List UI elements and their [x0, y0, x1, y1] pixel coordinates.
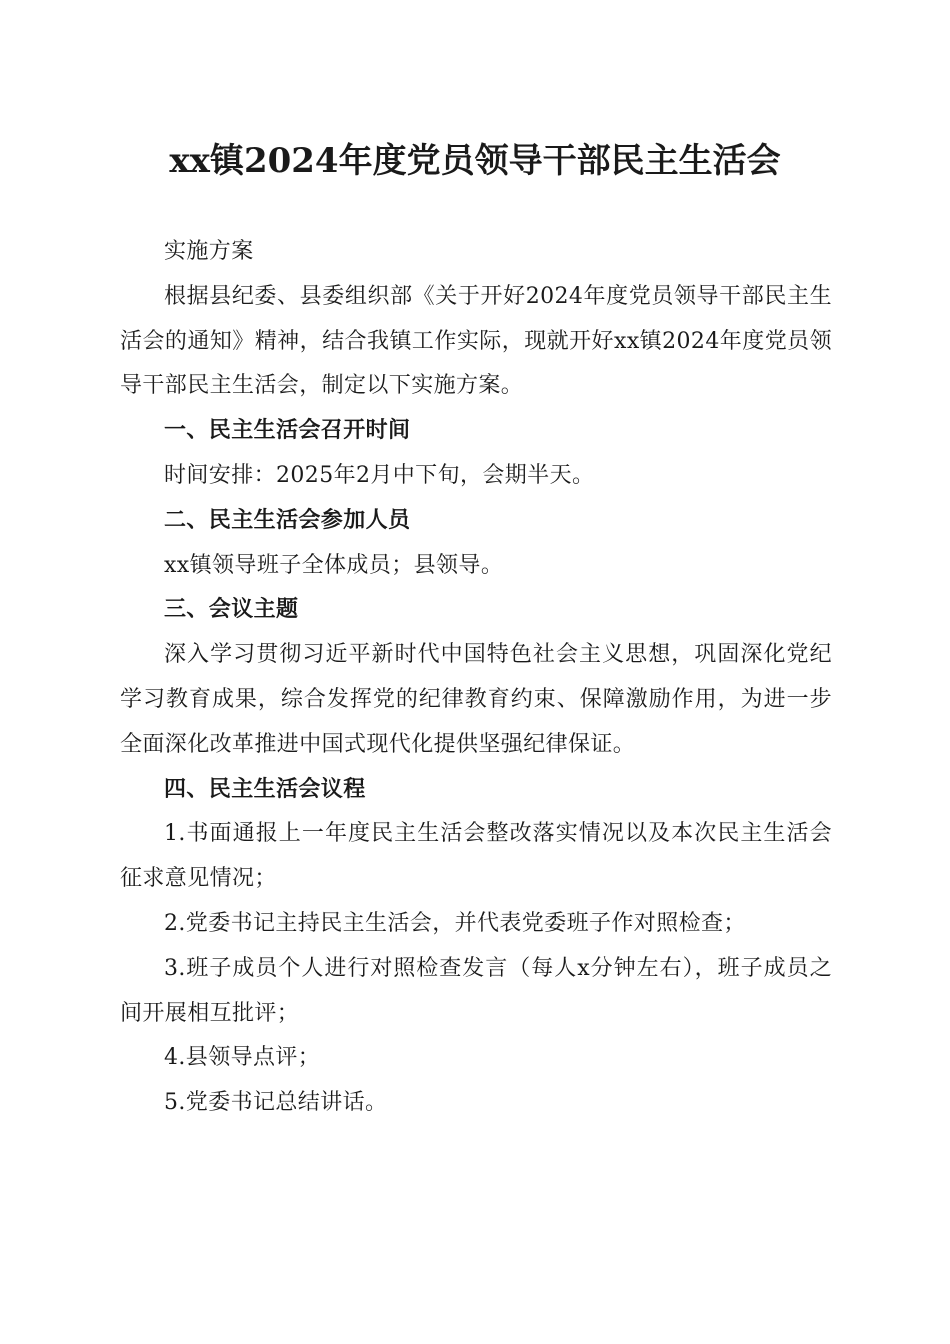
intro-paragraph: 根据县纪委、县委组织部《关于开好2024年度党员领导干部民主生活会的通知》精神，结合我镇工作实际，现就开好xx镇2024年度党员领导干部民主生活会，制定以下实施方案。: [120, 283, 832, 399]
agenda-item-5: 5.党委书记总结讲话。: [164, 1090, 388, 1116]
agenda-item-1: 1.书面通报上一年度民主生活会整改落实情况以及本次民主生活会征求意见情况；: [120, 821, 832, 892]
section-heading-agenda: 四、民主生活会议程: [164, 776, 366, 802]
agenda-item-4: 4.县领导点评；: [164, 1045, 321, 1071]
section-theme-text: 深入学习贯彻习近平新时代中国特色社会主义思想，巩固深化党纪学习教育成果，综合发挥党的纪律教育约束、保障激励作用，为进一步全面深化改革推进中国式现代化提供坚强纪律保证。: [120, 642, 832, 757]
section-time-text: 时间安排：2025年2月中下旬，会期半天。: [164, 462, 595, 488]
subtitle: 实施方案: [164, 239, 254, 264]
agenda-item-3: 3.班子成员个人进行对照检查发言（每人x分钟左右），班子成员之间开展相互批评；: [120, 955, 832, 1026]
section-heading-time: 一、民主生活会召开时间: [164, 418, 411, 444]
section-heading-theme: 三、会议主题: [164, 597, 299, 623]
document-title: xx镇2024年度党员领导干部民主生活会: [169, 141, 781, 181]
section-heading-participants: 二、民主生活会参加人员: [164, 507, 411, 533]
agenda-item-2: 2.党委书记主持民主生活会，并代表党委班子作对照检查；: [164, 910, 746, 936]
section-participants-text: xx镇领导班子全体成员；县领导。: [164, 552, 504, 578]
document-body: [120, 230, 832, 1126]
